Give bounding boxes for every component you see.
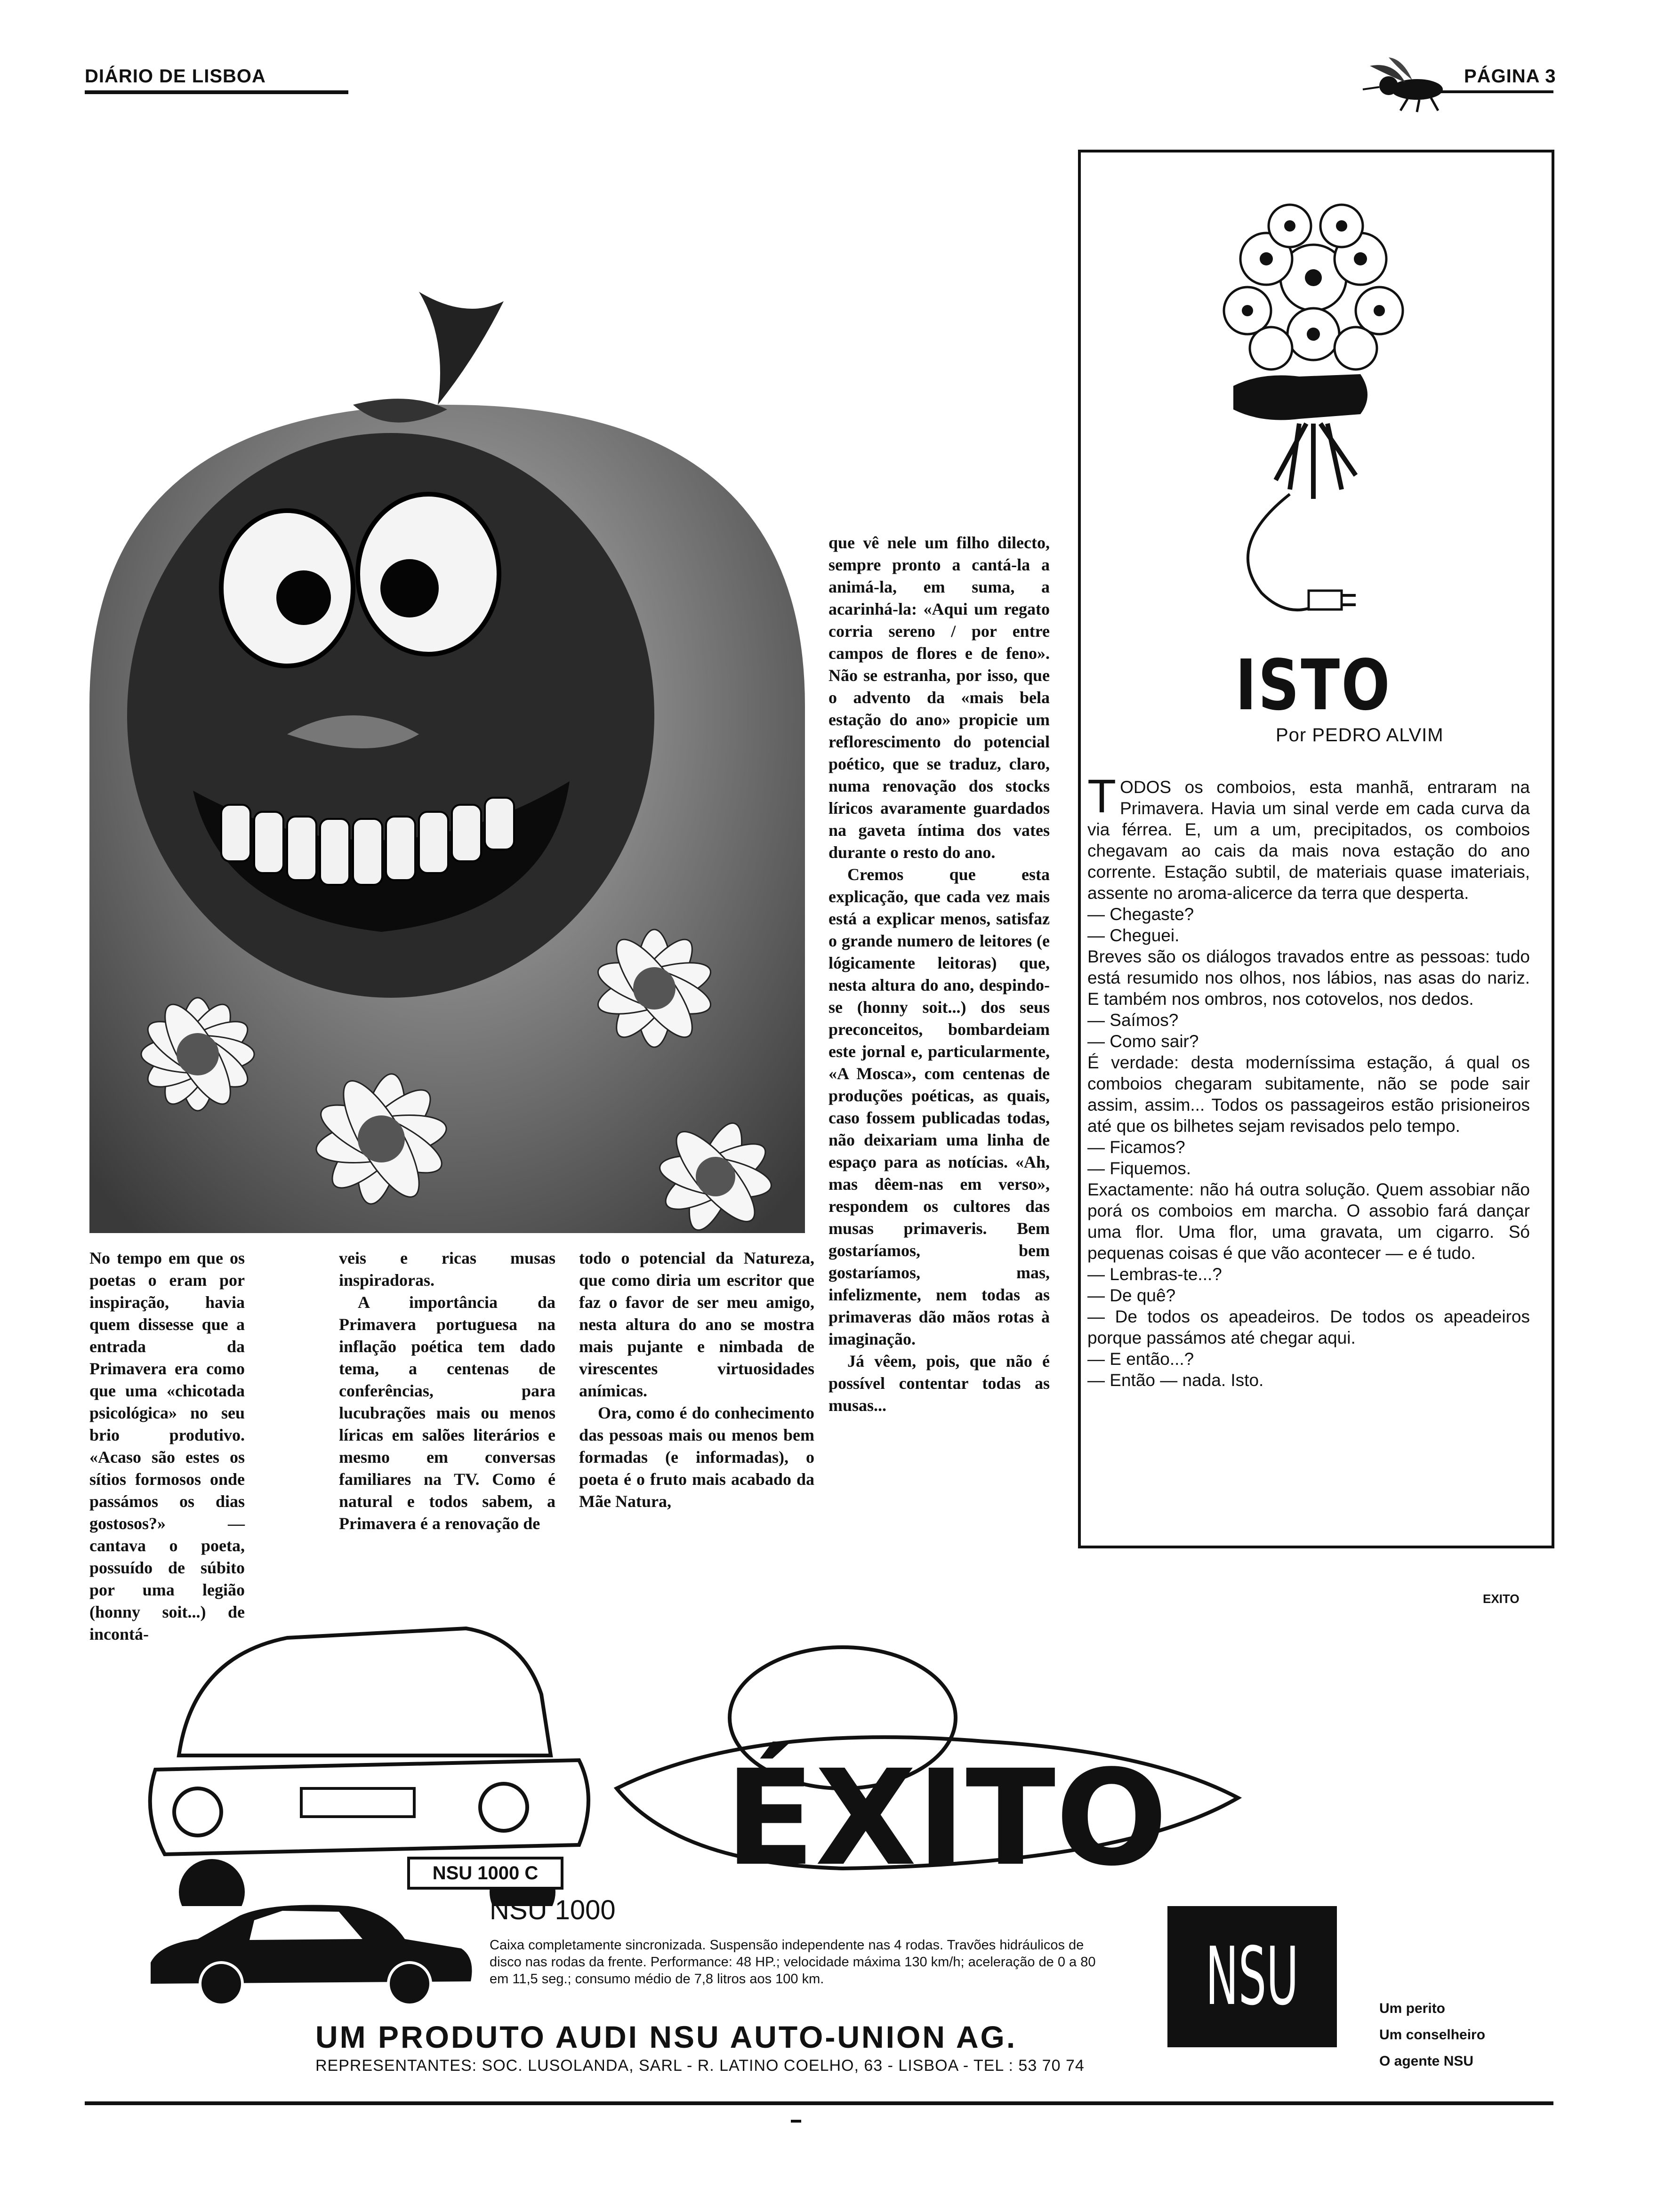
ad-representatives: REPRESENTANTES: SOC. LUSOLANDA, SARL - R. LATINO COELHO, 63 - LISBOA - TEL : 53 70 74 xyxy=(315,2057,1085,2075)
footer-mark xyxy=(791,2120,801,2123)
isto-paragraph: É verdade: desta moderníssima estação, á qual os comboios chegaram subitamente, não se pode sair assim, assim... Todos os passageiros estão prisioneiros até que os bilhetes sejam revisados pelo tempo. xyxy=(1087,1053,1530,1136)
article-paragraph: A importância da Primavera portuguesa na inflação poética tem dado tema, a centenas de conferências, para lucubrações mais ou menos líricas em salões literários e mesmo em conversas familiares na TV. Como é natural e todos sabem, a Primavera é a renovação de xyxy=(339,1293,555,1533)
article-column-2 xyxy=(339,1247,555,1535)
footer-rule xyxy=(85,2101,1553,2105)
publication-name: DIÁRIO DE LISBOA xyxy=(85,66,266,87)
fly-icon xyxy=(1360,56,1455,113)
isto-paragraph: Exactamente: não há outra solução. Quem assobiar não porá os comboios em marcha. O assobio fará dançar uma flor. Uma flor, uma gravata, um cigarro. Só pequenas coisas é que vão acontecer — e é tudo. xyxy=(1087,1180,1530,1263)
ad-headline-art: ÉXITO xyxy=(725,1742,1168,1895)
article-paragraph: veis e ricas musas inspiradoras. xyxy=(339,1249,555,1290)
article-paragraph: Já vêem, pois, que não é possível contentar todas as musas... xyxy=(828,1352,1050,1415)
isto-paragraph: — Então — nada. Isto. xyxy=(1087,1370,1264,1390)
article-column-3 xyxy=(579,1247,814,1513)
article-column-4 xyxy=(828,532,1050,1417)
isto-paragraph: — Fiquemos. xyxy=(1087,1159,1191,1178)
article-column-1 xyxy=(89,1247,245,1645)
page-number: PÁGINA 3 xyxy=(1464,66,1556,87)
header-rule-right xyxy=(1412,90,1553,93)
ad-model-name: NSU 1000 xyxy=(490,1895,616,1925)
article-paragraph: Cremos que esta explicação, que cada vez mais está a explicar menos, satisfaz o grande numero de leitores (e lógicamente leitoras) que, nesta altura do ano, despindo-se (honny soit...) dos seus preconceitos, bombardeiam este jornal e, particularmente, «A Mosca», com centenas de produções poéticas, as quais, caso fossem publicadas todas, não deixariam uma linha de espaço para as notícias. «Ah, mas dêem-nas em verso», respondem os cultores das musas primaveris. Bem gostaríamos, bem gostaríamos, mas, infelizmente, nem todas as primaveras dão mãos rotas à imaginação. xyxy=(828,865,1050,1348)
nsu-logo-text: NSU xyxy=(1206,1930,1299,2023)
dropcap: T xyxy=(1087,770,1117,823)
tagline-line: Um perito xyxy=(1379,2001,1446,2016)
isto-paragraph: — Como sair? xyxy=(1087,1032,1199,1051)
nsu-logo xyxy=(1167,1906,1337,2047)
isto-paragraph: Breves são os diálogos travados entre as pessoas: tudo está resumido nos olhos, nos lábios, nas asas do nariz. E também nos ombros, nos cotovelos, nos dedos. xyxy=(1087,947,1530,1009)
article-paragraph: que vê nele um filho dilecto, sempre pronto a cantá-la a animá-la, em suma, a acarinhá-la: «Aqui um regato corria sereno / por entre campos de flores e de feno». Não se estranha, por isso, que o advento da «mais bela estação do ano» propicie um reflorescimento do potencial poético, que se traduz, claro, numa renovação dos stocks líricos avaramente guardados na gaveta íntima dos vates durante o resto do ano. xyxy=(828,533,1050,862)
ad-specifications: Caixa completamente sincronizada. Suspensão independente nas 4 rodas. Travões hidráulicos de disco nas rodas da frente. Performance: 48 HP.; velocidade máxima 130 km/h; aceleração de 0 a 80 em 11,5 seg.; consumo médio de 7,8 litros aos 100 km. xyxy=(490,1938,1096,1987)
isto-paragraph: — Saímos? xyxy=(1087,1010,1179,1030)
isto-body xyxy=(1087,770,1530,1391)
tagline-line: O agente NSU xyxy=(1379,2053,1474,2069)
tagline-line: Um conselheiro xyxy=(1379,2027,1486,2043)
header-rule-left xyxy=(85,90,348,94)
creature-flowers-illustration xyxy=(89,282,805,1233)
ad-tagline xyxy=(1379,1996,1485,2075)
article-paragraph: Ora, como é do conhecimento das pessoas mais ou menos bem formadas (e informadas), o poeta é o fruto mais acabado da Mãe Natura, xyxy=(579,1403,814,1511)
article-paragraph: No tempo em que os poetas o eram por inspiração, havia quem dissesse que a entrada da Primavera era como que uma «chicotada psicológica» no seu brio produtivo. «Acaso são estes os sítios formosos onde passámos os dias gostosos?» — cantava o poeta, possuído de súbito por uma legião (honny soit...) de incontá- xyxy=(89,1249,245,1643)
isto-paragraph: TODOS os comboios, esta manhã, entraram na Primavera. Havia um sinal verde em cada curva da via férrea. E, um a um, precipitados, os comboios chegavam ao cais da mais nova estação do ano corrente. Estação subtil, de materiais quase imateriais, assente no aroma-alicerce da terra que desperta. xyxy=(1087,770,1530,903)
isto-paragraph: — Chegaste? xyxy=(1087,905,1194,924)
isto-paragraph: — Lembras-te...? xyxy=(1087,1265,1222,1284)
isto-paragraph: — De todos os apeadeiros. De todos os apeadeiros porque passámos até chegar aqui. xyxy=(1087,1307,1530,1347)
isto-paragraph: — De quê? xyxy=(1087,1286,1176,1305)
license-plate: NSU 1000 C xyxy=(407,1857,563,1890)
ad-agency-tag: EXITO xyxy=(1483,1592,1520,1606)
isto-title: ISTO xyxy=(1235,645,1392,726)
nsu-car-ad-illustration xyxy=(137,1600,1426,1906)
ad-product-line: UM PRODUTO AUDI NSU AUTO-UNION AG. xyxy=(315,2020,1017,2054)
bouquet-in-hand-illustration xyxy=(1205,188,1422,640)
isto-paragraph: — E então...? xyxy=(1087,1349,1194,1369)
isto-byline: Por PEDRO ALVIM xyxy=(1276,725,1444,745)
nsu-car-silhouette xyxy=(141,1887,480,2010)
article-paragraph: todo o potencial da Natureza, que como diria um escritor que faz o favor de ser meu amigo, nesta altura do ano se mostra mais pujante e nimbada de virescentes virtuosidades anímicas. xyxy=(579,1249,814,1400)
isto-paragraph: — Cheguei. xyxy=(1087,926,1180,945)
isto-paragraph: — Ficamos? xyxy=(1087,1138,1185,1157)
